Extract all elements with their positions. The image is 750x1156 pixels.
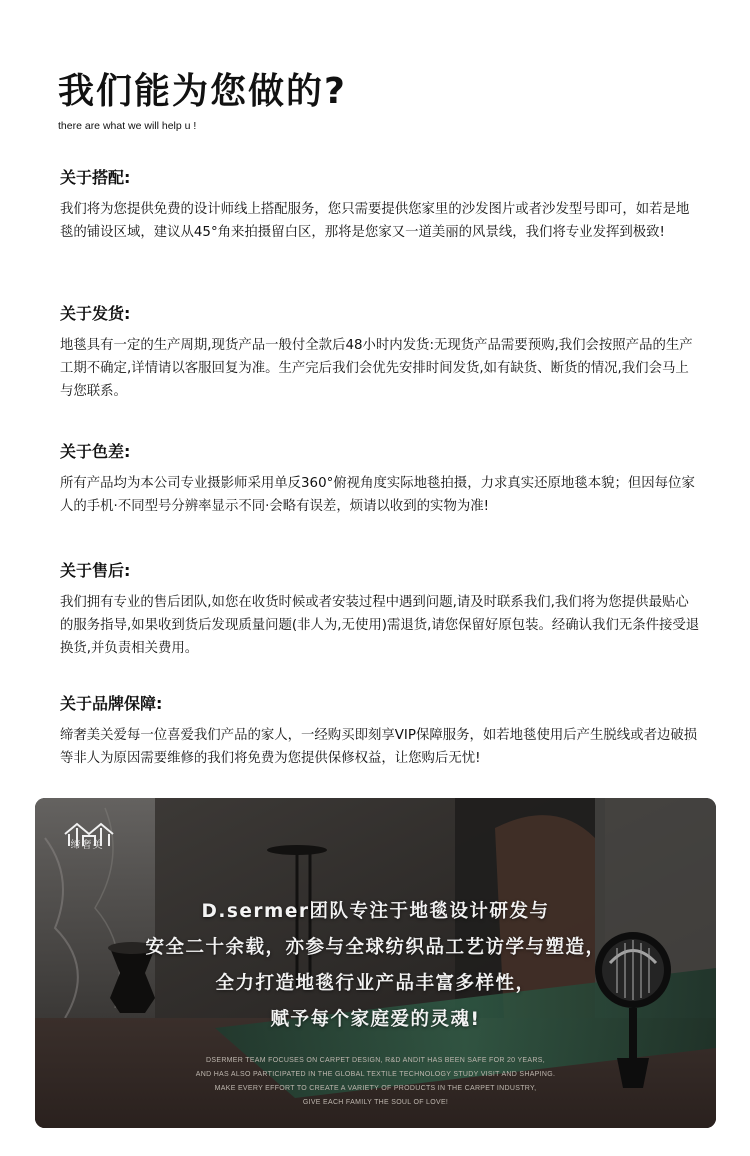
section-color-difference (60, 441, 700, 518)
banner-english-text (35, 1054, 716, 1110)
section-heading: 关于售后: (60, 561, 131, 580)
brand-banner (35, 798, 716, 1128)
section-heading: 关于发货: (60, 304, 131, 323)
section-heading: 关于搭配: (60, 168, 131, 187)
brand-name: 缔奢美 (70, 840, 104, 851)
page-subtitle: there are what we will help u ! (58, 120, 197, 132)
section-after-sales (60, 560, 700, 660)
section-body: 地毯具有一定的生产周期,现货产品一般付全款后48小时内发货:无现货产品需要预购,我们会按照产品的生产工期不确定,详情请以客服回复为准。生产完后我们会优先安排时间发货,如有缺货、断货的情况,我们会马上与您联系。 (60, 338, 693, 399)
section-body: 我们将为您提供免费的设计师线上搭配服务，您只需要提供您家里的沙发图片或者沙发型号即可，如若是地毯的铺设区域，建议从45°角来拍摄留白区，那将是您家又一道美丽的风景线，我们将专业发挥到极致! (60, 202, 690, 240)
section-body: 所有产品均为本公司专业摄影师采用单反360°俯视角度实际地毯拍摄，力求真实还原地毯本貌；但因每位家人的手机·不同型号分辨率显示不同·会略有误差，烦请以收到的实物为准! (60, 476, 695, 514)
section-brand-guarantee (60, 693, 700, 770)
slogan-line: 全力打造地毯行业产品丰富多样性， (215, 973, 536, 994)
page-title: 我们能为您做的? (58, 71, 347, 112)
section-heading: 关于品牌保障: (60, 694, 163, 713)
section-heading: 关于色差: (60, 442, 131, 461)
english-line: AND HAS ALSO PARTICIPATED IN THE GLOBAL TEXTILE TECHNOLOGY STUDY VISIT AND SHAPING. (195, 1071, 556, 1078)
hero (58, 68, 347, 132)
english-line: DSERMER TEAM FOCUSES ON CARPET DESIGN, R&D ANDIT HAS BEEN SAFE FOR 20 YEARS, (206, 1057, 545, 1064)
section-shipping (60, 303, 700, 403)
english-line: MAKE EVERY EFFORT TO CREATE A VARIETY OF PRODUCTS IN THE CARPET INDUSTRY, (214, 1085, 537, 1092)
section-body: 我们拥有专业的售后团队,如您在收货时候或者安装过程中遇到问题,请及时联系我们,我们将为您提供最贴心的服务指导,如果收到货后发现质量问题(非人为,无使用)需退货,请您保留好原包装。经确认我们无条件接受退换货,并负责相关费用。 (60, 595, 700, 656)
section-matching (60, 167, 700, 244)
english-line: GIVE EACH FAMILY THE SOUL OF LOVE! (302, 1099, 449, 1106)
slogan-line: 赋予每个家庭爱的灵魂! (270, 1009, 481, 1030)
banner-slogan (35, 894, 716, 1038)
slogan-line: 安全二十余载，亦参与全球纺织品工艺访学与塑造， (145, 937, 606, 958)
section-body: 缔奢美关爱每一位喜爱我们产品的家人，一经购买即刻享VIP保障服务，如若地毯使用后产生脱线或者边破损等非人为原因需要维修的我们将免费为您提供保修权益，让您购后无忧! (60, 728, 698, 766)
slogan-line: D.sermer团队专注于地毯设计研发与 (201, 901, 550, 922)
